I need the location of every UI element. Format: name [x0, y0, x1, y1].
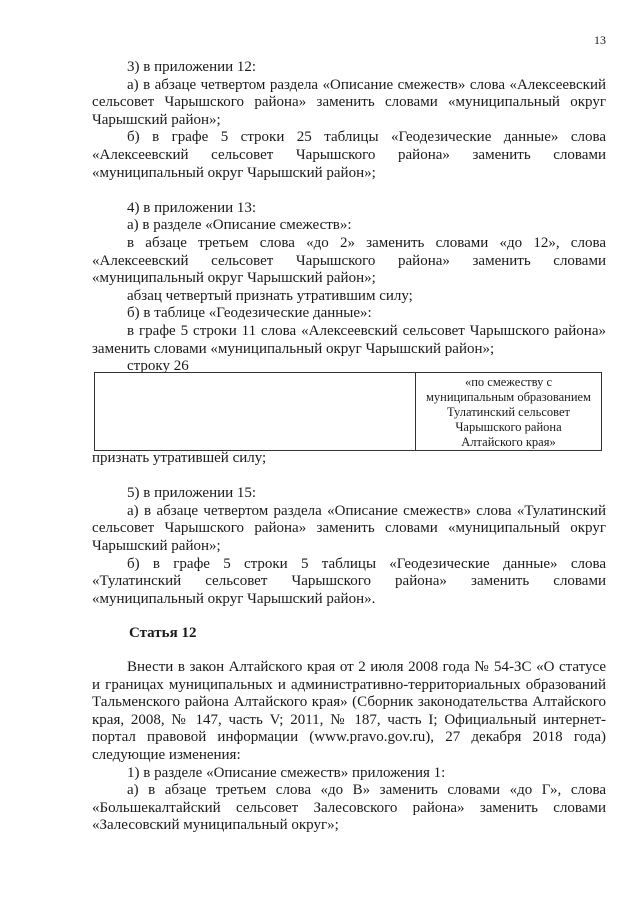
article-12-body	[92, 659, 606, 835]
cell-line: Чарышского района	[455, 420, 562, 434]
paragraph: 1) в разделе «Описание смежеств» приложения 1:	[127, 764, 446, 781]
paragraph: а) в разделе «Описание смежеств»:	[127, 217, 352, 234]
paragraph: 5) в приложении 15:	[127, 485, 257, 502]
paragraph: а) в абзаце четвертом раздела «Описание смежеств» слова «Тулатинский сельсовет Чарышского района» заменить словами «муниципальный округ Чарышский район»;	[92, 502, 606, 554]
cell-line: Алтайского края»	[461, 435, 556, 449]
paragraph: б) в таблице «Геодезические данные»:	[127, 305, 372, 322]
cell-line: Тулатинский сельсовет	[447, 405, 570, 419]
paragraph: абзац четвертый признать утратившим силу;	[127, 287, 413, 304]
cell-line: муниципальным образованием	[426, 390, 591, 404]
table-cell-empty	[95, 373, 416, 451]
amendment-block-appendix-12-13	[92, 59, 606, 376]
geodetic-row-table	[94, 372, 602, 451]
table-cell-description	[416, 373, 602, 451]
paragraph: б) в графе 5 строки 25 таблицы «Геодезические данные» слова «Алексеевский сельсовет Чарышского района» заменить словами «муниципальный округ Чарышский район»;	[92, 129, 606, 181]
paragraph: строку 26	[127, 358, 189, 375]
paragraph: в графе 5 строки 11 слова «Алексеевский сельсовет Чарышского района» заменить словами «муниципальный округ Чарышский район»;	[92, 322, 606, 357]
article-heading: Статья 12	[129, 625, 197, 641]
page-number: 13	[594, 33, 606, 47]
paragraph: в абзаце третьем слова «до 2» заменить словами «до 12», слова «Алексеевский сельсовет Чарышского района» заменить словами «муниципальный округ Чарышский район»;	[92, 234, 606, 287]
paragraph: а) в абзаце третьем слова «до В» заменить словами «до Г», слова «Большекалтайский сельсовет Залесовского района» заменить словами «Залесовский муниципальный округ»;	[92, 782, 606, 834]
blank-line	[92, 468, 606, 486]
table-row	[95, 373, 602, 451]
paragraph: 4) в приложении 13:	[127, 199, 257, 216]
paragraph: 3) в приложении 12:	[127, 59, 257, 75]
amendment-block-appendix-15	[92, 450, 606, 608]
paragraph: признать утратившей силу;	[92, 450, 267, 466]
paragraph: б) в графе 5 строки 5 таблицы «Геодезические данные» слова «Тулатинский сельсовет Чарышского района» заменить словами «муниципальный округ Чарышский район».	[92, 555, 606, 607]
paragraph: а) в абзаце четвертом раздела «Описание смежеств» слова «Алексеевский сельсовет Чарышского района» заменить словами «муниципальный округ Чарышский район»;	[92, 76, 606, 128]
blank-line	[92, 182, 606, 200]
paragraph: Внести в закон Алтайского края от 2 июля 2008 года № 54-ЗС «О статусе и границах муниципальных и административно-территориальных образований Тальменского района Алтайского края» (Сборник законодательства Алтайского края, 2008, № 147, часть V; 2011, № 187, часть I; Официальный интернет-портал правовой информации (www.pravo.gov.ru), 27 декабря 2018 года) следующие изменения:	[92, 659, 606, 763]
cell-line: «по смежеству с	[464, 375, 553, 389]
